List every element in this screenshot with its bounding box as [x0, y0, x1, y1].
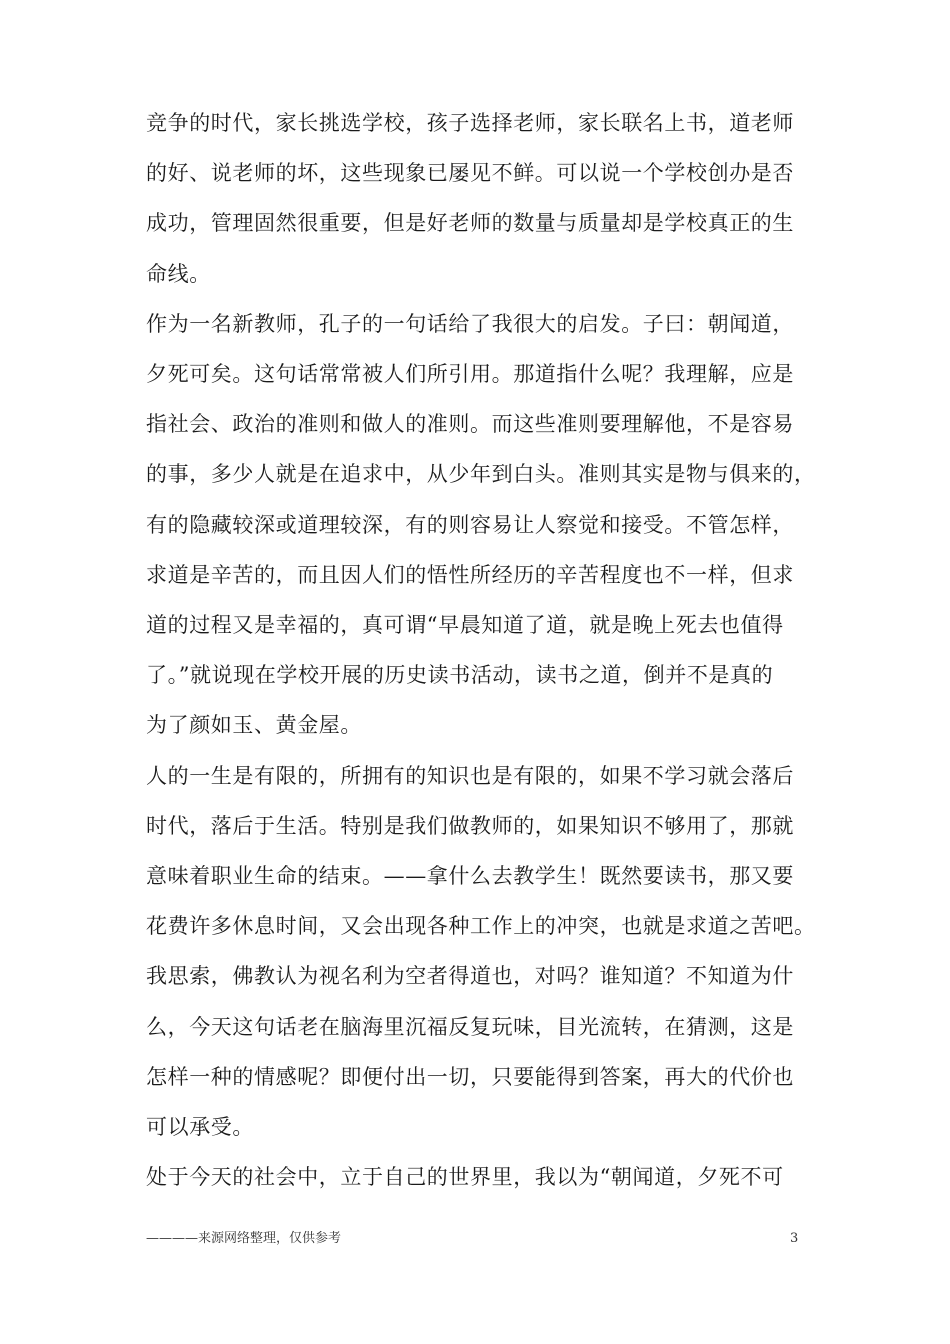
paragraph-1: 竞争的时代，家长挑选学校，孩子选择老师，家长联名上书，道老师 的好、说老师的坏，这些现象已屡见不鲜。可以说一个学校创办是否 成功，管理固然很重要，但是好老师的数量与质量却是学校真正的生 命线。	[146, 111, 794, 286]
footer-source-note: ————来源网络整理，仅供参考	[146, 1231, 342, 1246]
paragraph-2: 作为一名新教师，孔子的一句话给了我很大的启发。子曰：朝闻道， 夕死可矣。这句话常常被人们所引用。那道指什么呢？我理解，应是 指社会、政治的准则和做人的准则。而这些准则要理解他，不是容易 的事，多少人就是在追求中，从少年到白头。准则其实是物与俱来的， 有的隐藏较深或道理较深，有的则容易让人察觉和接受。不管怎样， 求道是辛苦的，而且因人们的悟性所经历的辛苦程度也不一样，但求 道的过程又是幸福的，真可谓“早晨知道了道，就是晚上死去也值得 了。”就说现在学校开展的历史读书活动，读书之道，倒并不是真的 为了颜如玉、黄金屋。	[146, 311, 816, 738]
paragraph-3: 人的一生是有限的，所拥有的知识也是有限的，如果不学习就会落后 时代，落后于生活。特别是我们做教师的，如果知识不够用了，那就 意味着职业生命的结束。——拿什么去教学生！既然要读书，那又要 花费许多休息时间，又会出现各种工作上的冲突，也就是求道之苦吧。 我思索，佛教认为视名利为空者得道也，对吗？谁知道？不知道为什 么，今天这句话老在脑海里沉福反复玩味，目光流转，在猜测，这是 怎样一种的情感呢？即便付出一切，只要能得到答案，再大的代价也 可以承受。	[146, 763, 816, 1140]
document-body	[146, 98, 822, 1202]
paragraph-4: 处于今天的社会中，立于自己的世界里，我以为“朝闻道，夕死不可	[146, 1165, 784, 1190]
page-number: 3	[790, 1231, 799, 1246]
